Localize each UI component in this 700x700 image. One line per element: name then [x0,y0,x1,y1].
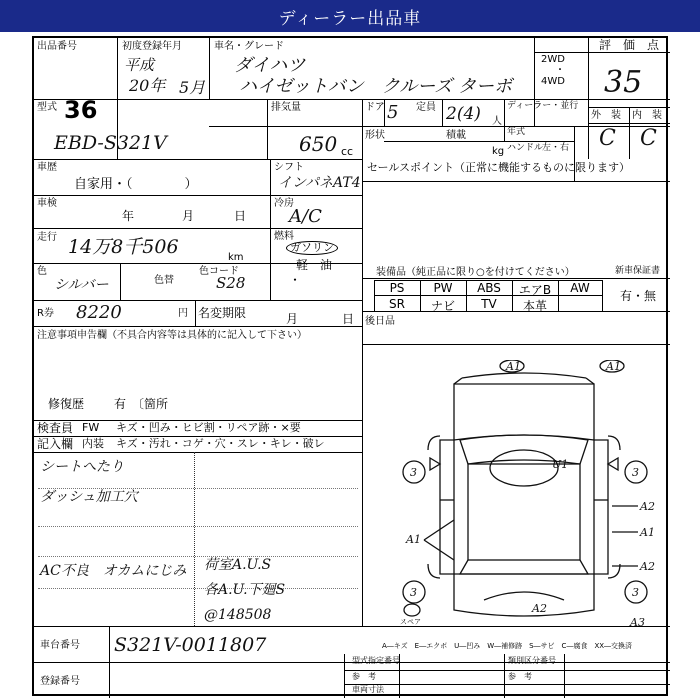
registration-label: 登録番号 [40,676,80,687]
fw-damage-items: キズ・凹み・ヒビ割・リペア跡・×要 [116,421,301,434]
fw-tag: FW [82,421,100,434]
interior-tag: 内装 [82,437,104,450]
fuel-option-separator: ・ [289,273,302,287]
mark-rear-right-3: 3 [632,586,639,599]
drive-dot: ・ [555,65,565,76]
equip-airbag: エアB [518,283,552,297]
equip-sr: SR [389,297,405,311]
recycle-unit: 円 [178,308,188,319]
first-registration-era: 平成 [124,56,155,74]
new-warranty-label: 新車保証書 [615,266,661,276]
lot-number-value: 36 [64,96,98,124]
first-registration-year: 20年 [129,76,166,95]
history-value: 自家用・（ ） [74,177,198,192]
equip-ps: PS [389,281,405,295]
mark-front-left-3: 3 [410,466,417,479]
note-seat-wear: シートへたり [40,459,124,475]
handle-label: ハンドル [507,143,544,153]
note-cargo-room: 荷室A.U.S [204,557,272,573]
equip-leather: 本革 [522,299,547,313]
dimensions-label: 車両寸法 [352,685,384,694]
inspection-month: 月 [182,209,195,223]
interior-grade: C [640,126,657,151]
mark-roof-u1: U1 [552,458,569,471]
model-code-label: 型式 [37,102,57,113]
ac-label: 冷房 [274,198,294,209]
repair-history-value: 有 〔箇所 [114,397,169,411]
equip-aw: AW [570,281,590,295]
type-cert-ref: 参 考 [352,672,376,681]
dealer-listing-banner [0,0,700,32]
notes-label: 注意事項申告欄（不具合内容等は具体的に記入して下さい） [37,330,307,341]
equip-abs: ABS [477,281,501,295]
new-warranty-value: 有・無 [620,289,657,303]
recycle-value: 8220 [76,302,122,323]
mark-right-a2-lower: A2 [640,560,655,573]
name-change-label: 名変期限 [198,306,247,320]
class-cert-ref: 参 考 [508,672,532,681]
fuel-option-diesel: 軽 油 [296,258,333,272]
equip-pw: PW [433,281,453,295]
interior-damage-items: キズ・汚れ・コゲ・穴・スレ・キレ・破レ [116,437,325,450]
capacity-unit: 人 [492,116,502,127]
inspection-year: 年 [122,209,135,223]
mark-right-a1: A1 [640,526,655,539]
lot-number-label: 出品番号 [37,41,77,52]
drive-4wd: 4WD [541,76,565,87]
displacement-value: 650 [299,132,338,156]
capacity-value: 2(4) [446,104,481,124]
note-ac-fault: AC不良 オカムにじみ [40,563,187,579]
doors-value: 5 [387,102,399,123]
mileage-value: 14万8千506 [68,236,179,258]
damage-legend: A―キズ E―エクボ U―凹み W―補修跡 S―サビ C―腐食 XX―交換済 [382,642,633,650]
handle-options: 左・右 [542,143,570,153]
after-market-label: 後日品 [365,316,395,327]
displacement-label: 排気量 [271,102,301,113]
fuel-label: 燃料 [274,231,294,242]
capacity-label: 定員 [416,102,436,113]
first-registration-month: 5月 [179,78,206,97]
exterior-grade: C [599,126,616,151]
year-label: 年式 [507,127,526,137]
note-under-body: 各A.U.下廻S [204,582,286,598]
car-damage-diagram [384,360,664,626]
equip-tv: TV [481,297,497,311]
checker-label: 検査員 [37,421,74,435]
drive-2wd: 2WD [541,54,565,65]
color-label: 色 [37,266,47,277]
mark-rear-left-3: 3 [410,586,417,599]
inspection-label: 車検 [37,198,57,209]
mark-rear-right-a3: A3 [630,616,645,626]
mark-left-a1: A1 [406,533,421,546]
shift-label: シフト [274,162,304,173]
first-registration-label: 初度登録年月 [122,41,182,52]
equipment-label: 装備品（純正品に限り○を付けてください） [376,267,575,278]
exterior-label: 外 装 [591,110,621,121]
color-code-value: S28 [216,274,246,292]
name-change-month: 月 [286,312,299,326]
mark-cargo-a2: A2 [532,602,547,615]
mileage-label: 走行 [37,232,57,243]
spare-tire-label: スペア [400,618,421,626]
mark-front-right-3: 3 [632,466,639,479]
score-value: 35 [604,65,643,100]
entry-label: 記入欄 [37,437,74,451]
displacement-unit: cc [341,145,354,158]
color-value: シルバー [54,277,109,293]
type-cert-label: 型式指定番号 [352,656,400,665]
auction-sheet [32,36,668,696]
chassis-label: 車台番号 [40,640,80,651]
history-label: 車歴 [37,162,57,173]
inspection-day: 日 [234,209,247,223]
class-cert-label: 類別区分番号 [508,656,556,665]
note-dash-holes: ダッシュ加工穴 [40,489,138,505]
color-code-label: 色コード [199,266,239,277]
name-change-day: 日 [342,312,355,326]
shift-value: インパネAT4 [278,175,361,191]
banner-title: ディーラー出品車 [278,8,422,29]
mark-right-a2-upper: A2 [640,500,655,513]
interior-label: 内 装 [632,110,662,121]
dealer-label: ディーラー・並行 [507,101,579,111]
mileage-unit: km [228,252,244,263]
chassis-value: S321V-0011807 [114,634,267,656]
equip-navi: ナビ [430,299,455,313]
fuel-option-gasoline: ガソリン [286,241,338,255]
load-label: 積載 [446,130,466,141]
score-label: 評 価 点 [599,38,660,52]
doors-label: ドア [365,102,385,113]
mark-front-a1-right: A1 [606,360,621,373]
mark-front-a1-left: A1 [506,360,521,373]
ac-value: A/C [289,206,322,227]
repair-history-label: 修復歴 [48,397,85,411]
model-code-value: EBD-S321V [54,132,167,154]
sales-point-label: セールスポイント（正常に機能するものに限ります） [367,161,631,174]
color-change-label: 色替 [154,275,174,286]
car-make-value: ダイハツ [234,55,306,76]
car-name-label: 車名・グレード [214,41,284,52]
recycle-label: R券 [37,308,54,319]
load-unit: kg [492,146,505,157]
body-shape-label: 形状 [365,130,385,141]
car-model-value: ハイゼットバン クルーズ ターボ [239,76,513,97]
note-odometer: @148508 [204,607,272,623]
